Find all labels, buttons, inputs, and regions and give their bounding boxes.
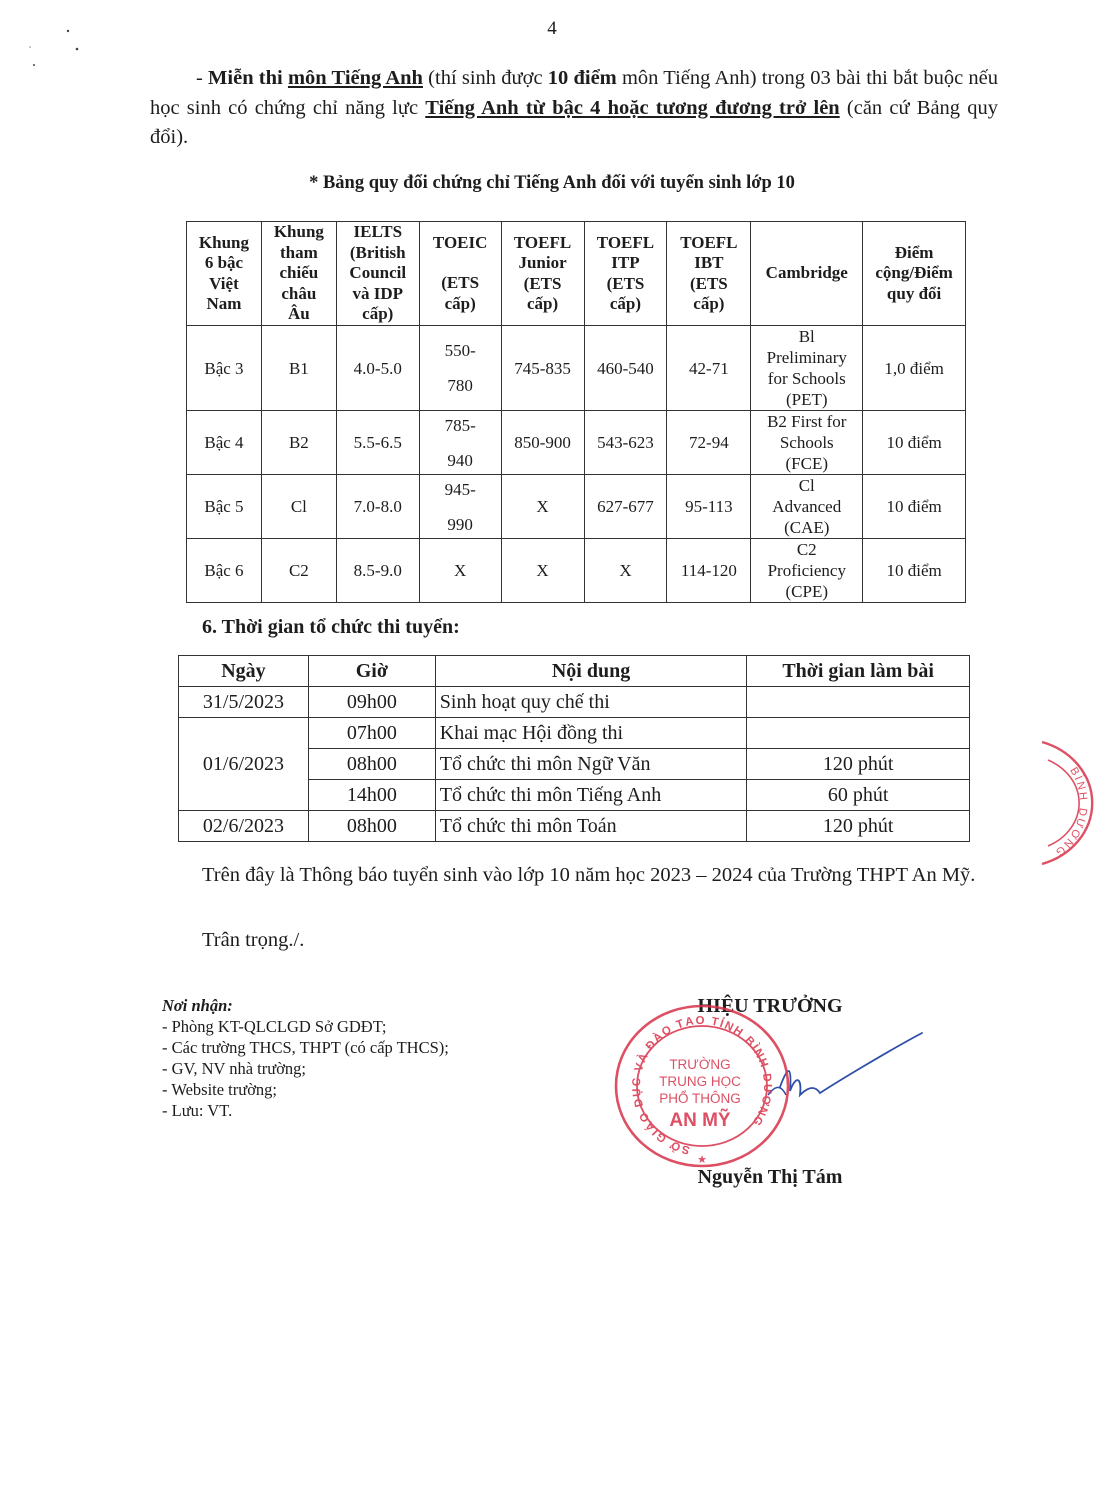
toefl-itp-cell: 627-677 <box>584 475 667 539</box>
edge-seal-text: BÌNH DƯƠNG <box>1051 765 1090 860</box>
vn-level-cell: Bậc 6 <box>187 539 262 603</box>
toefl-itp-cell: X <box>584 539 667 603</box>
exempt-label: Miễn thi <box>208 67 283 89</box>
conversion-row <box>187 411 966 475</box>
partial-edge-seal <box>1038 738 1104 868</box>
toefl-ibt-cell: 72-94 <box>667 411 751 475</box>
conversion-table <box>186 221 966 603</box>
header-line: cấp) <box>362 304 394 324</box>
schedule-duration: 60 phút <box>747 780 970 811</box>
cambridge-line: (PET) <box>785 390 828 409</box>
seal-line-4: AN MỸ <box>669 1110 731 1131</box>
header-line: Việt <box>209 273 239 293</box>
schedule-duration <box>747 718 970 749</box>
cefr-cell: B1 <box>261 326 336 411</box>
header-ielts <box>336 222 419 326</box>
toeic-line: 945- <box>444 479 476 499</box>
schedule-header-duration: Thời gian làm bài <box>747 656 970 687</box>
signer-name: Nguyễn Thị Tám <box>697 1166 843 1188</box>
cambridge-cell <box>751 411 863 475</box>
header-vn-level <box>187 222 262 326</box>
header-line: Cambridge <box>765 263 848 283</box>
header-line: châu <box>281 283 317 303</box>
cambridge-line: Bl <box>798 327 815 346</box>
schedule-content: Sinh hoạt quy chế thi <box>435 687 747 718</box>
seal-line-3: PHỔ THÔNG <box>659 1091 741 1106</box>
page-number: 4 <box>547 18 557 39</box>
toefl-junior-cell: X <box>501 475 584 539</box>
recipient-item: - Phòng KT-QLCLGD Sở GDĐT; <box>162 1017 387 1036</box>
header-cambridge <box>751 222 863 326</box>
recipient-item: - Lưu: VT. <box>162 1101 233 1120</box>
header-score <box>863 222 966 326</box>
vn-level-cell: Bậc 3 <box>187 326 262 411</box>
header-line: Âu <box>287 304 310 324</box>
regards-line: Trân trọng./. <box>202 929 305 951</box>
recipient-item: - Các trường THCS, THPT (có cấp THCS); <box>162 1038 449 1057</box>
schedule-time: 09h00 <box>308 687 435 718</box>
toefl-itp-cell: 460-540 <box>584 326 667 411</box>
header-line: Nam <box>206 294 242 313</box>
signature-title: HIỆU TRƯỞNG <box>697 995 843 1017</box>
cambridge-line: for Schools <box>767 369 846 388</box>
exemption-paragraph: - Miễn thi môn Tiếng Anh (thí sinh được 10 điểm môn Tiếng Anh) trong 03 bài thi bắt buộc nếu học sinh có chứng chỉ năng lực Tiếng Anh từ bậc 4 hoặc tương đương trở lên (căn cứ Bảng quy đổi). <box>150 67 999 148</box>
toeic-line: 780 <box>447 376 473 395</box>
score-cell: 10 điểm <box>863 411 966 475</box>
school-seal <box>612 1003 792 1173</box>
schedule-content: Tổ chức thi môn Tiếng Anh <box>435 780 747 811</box>
cefr-cell: C2 <box>261 539 336 603</box>
svg-text:BÌNH DƯƠNG <box>1052 765 1089 859</box>
english-subject: môn Tiếng Anh <box>287 67 423 89</box>
header-line: cấp) <box>693 294 725 313</box>
header-line: Council <box>349 263 407 283</box>
header-line: TOEFL <box>680 232 738 252</box>
schedule-row <box>179 687 970 718</box>
header-line: 6 bậc <box>204 253 244 272</box>
english-level-requirement: Tiếng Anh từ bậc 4 hoặc tương đương trở lên <box>425 96 840 119</box>
header-line: chiếu <box>279 263 319 283</box>
toeic-cell <box>419 475 501 539</box>
cambridge-line: (FCE) <box>785 454 828 473</box>
header-line: cấp) <box>609 294 642 313</box>
toeic-line: 550- <box>444 341 476 360</box>
header-line: quy đổi <box>886 283 942 303</box>
toeic-line: 785- <box>444 415 476 435</box>
schedule-row <box>179 718 970 749</box>
cambridge-line: Proficiency <box>767 561 846 580</box>
schedule-time: 08h00 <box>308 749 435 780</box>
ielts-cell: 7.0-8.0 <box>336 475 419 539</box>
header-line: cấp) <box>526 294 559 313</box>
seal-line-1: TRƯỜNG <box>669 1057 731 1072</box>
schedule-duration: 120 phút <box>747 811 970 842</box>
schedule-date: 02/6/2023 <box>179 811 309 842</box>
header-line: (ETS <box>689 273 728 293</box>
schedule-duration <box>747 687 970 718</box>
header-line: (ETS <box>441 273 480 293</box>
seal-star-icon: ★ <box>697 1154 707 1166</box>
toefl-itp-cell: 543-623 <box>584 411 667 475</box>
score-cell: 10 điểm <box>863 475 966 539</box>
cambridge-line: Cl <box>798 476 815 495</box>
vn-level-cell: Bậc 5 <box>187 475 262 539</box>
conversion-row <box>187 326 966 411</box>
header-line: ITP <box>611 253 640 272</box>
cambridge-cell <box>751 539 863 603</box>
header-line: (ETS <box>606 273 645 293</box>
recipient-item: - Website trường; <box>162 1080 278 1099</box>
cefr-cell: Cl <box>261 475 336 539</box>
schedule-date: 01/6/2023 <box>179 718 309 811</box>
toeic-cell <box>419 411 501 475</box>
header-toefl-junior <box>501 222 584 326</box>
header-line: (ETS <box>523 273 562 293</box>
schedule-duration: 120 phút <box>747 749 970 780</box>
header-toefl-itp <box>584 222 667 326</box>
conversion-table-title: * Bảng quy đổi chứng chỉ Tiếng Anh đối với tuyển sinh lớp 10 <box>309 173 795 193</box>
cambridge-line: Schools <box>779 433 834 452</box>
cambridge-cell <box>751 326 863 411</box>
header-line: tham <box>279 242 318 262</box>
schedule-time: 07h00 <box>308 718 435 749</box>
header-line: Điểm <box>894 242 934 262</box>
ielts-cell: 5.5-6.5 <box>336 411 419 475</box>
score-cell: 10 điểm <box>863 539 966 603</box>
cefr-cell: B2 <box>261 411 336 475</box>
vn-level-cell: Bậc 4 <box>187 411 262 475</box>
header-line: Khung <box>198 232 249 252</box>
conversion-row <box>187 475 966 539</box>
score-cell: 1,0 điểm <box>863 326 966 411</box>
header-cefr <box>261 222 336 326</box>
toefl-junior-cell: X <box>501 539 584 603</box>
seal-line-2: TRUNG HỌC <box>659 1074 741 1089</box>
cambridge-line: Preliminary <box>766 348 847 367</box>
toeic-range <box>422 479 499 535</box>
cambridge-line: Advanced <box>772 497 842 516</box>
header-line: TOEFL <box>513 232 572 252</box>
toeic-line: 990 <box>447 514 473 534</box>
toefl-ibt-cell: 95-113 <box>667 475 751 539</box>
ten-points: 10 điểm <box>547 67 617 89</box>
schedule-date: 31/5/2023 <box>179 687 309 718</box>
cambridge-line: B2 First for <box>767 412 847 431</box>
ielts-cell: 8.5-9.0 <box>336 539 419 603</box>
header-line: và IDP <box>352 283 404 303</box>
schedule-time: 08h00 <box>308 811 435 842</box>
scan-specks <box>20 25 100 75</box>
toeic-line: 940 <box>447 450 473 470</box>
seal-ring-text: SỞ GIÁO DỤC VÀ ĐÀO TẠO TỈNH BÌNH DƯƠNG <box>630 1014 774 1156</box>
header-line: IBT <box>694 253 724 272</box>
toeic-range <box>422 415 499 471</box>
header-line: cộng/Điểm <box>875 263 953 283</box>
recipients-heading: Nơi nhận: <box>162 996 233 1015</box>
conversion-header-row <box>187 222 966 326</box>
recipient-item: - GV, NV nhà trường; <box>162 1059 307 1078</box>
header-line: (British <box>349 242 406 262</box>
header-line: TOEIC <box>432 232 488 252</box>
toefl-ibt-cell: 42-71 <box>667 326 751 411</box>
conversion-row <box>187 539 966 603</box>
schedule-header-row <box>179 656 970 687</box>
section-6-heading: 6. Thời gian tổ chức thi tuyển: <box>202 616 460 638</box>
header-line: IELTS <box>353 222 403 242</box>
closing-paragraph <box>150 861 998 891</box>
header-toefl-ibt <box>667 222 751 326</box>
schedule-header-date: Ngày <box>179 656 309 687</box>
cambridge-line: C2 <box>796 540 817 559</box>
ielts-cell: 4.0-5.0 <box>336 326 419 411</box>
closing-line: Trên đây là Thông báo tuyển sinh vào lớp 10 năm học 2023 – 2024 của Trường THPT An Mỹ. <box>202 864 976 886</box>
cambridge-cell <box>751 475 863 539</box>
header-line: Khung <box>273 222 324 242</box>
header-line: Junior <box>518 253 567 272</box>
header-line: cấp) <box>444 293 476 313</box>
toefl-junior-cell: 850-900 <box>501 411 584 475</box>
toeic-range <box>422 340 499 396</box>
toeic-cell <box>419 326 501 411</box>
schedule-header-content: Nội dung <box>435 656 747 687</box>
toeic-cell: X <box>419 539 501 603</box>
header-line: TOEFL <box>596 232 655 252</box>
recipients-block <box>162 995 449 1121</box>
toefl-ibt-cell: 114-120 <box>667 539 751 603</box>
toefl-junior-cell: 745-835 <box>501 326 584 411</box>
schedule-content: Tổ chức thi môn Toán <box>435 811 747 842</box>
schedule-row <box>179 811 970 842</box>
schedule-header-time: Giờ <box>308 656 435 687</box>
cambridge-line: (CPE) <box>785 582 828 601</box>
schedule-table <box>178 655 970 842</box>
schedule-content: Tổ chức thi môn Ngữ Văn <box>435 749 747 780</box>
cambridge-line: (CAE) <box>784 518 830 537</box>
header-line <box>422 253 499 273</box>
header-toeic <box>419 222 501 326</box>
schedule-time: 14h00 <box>308 780 435 811</box>
schedule-content: Khai mạc Hội đồng thi <box>435 718 747 749</box>
